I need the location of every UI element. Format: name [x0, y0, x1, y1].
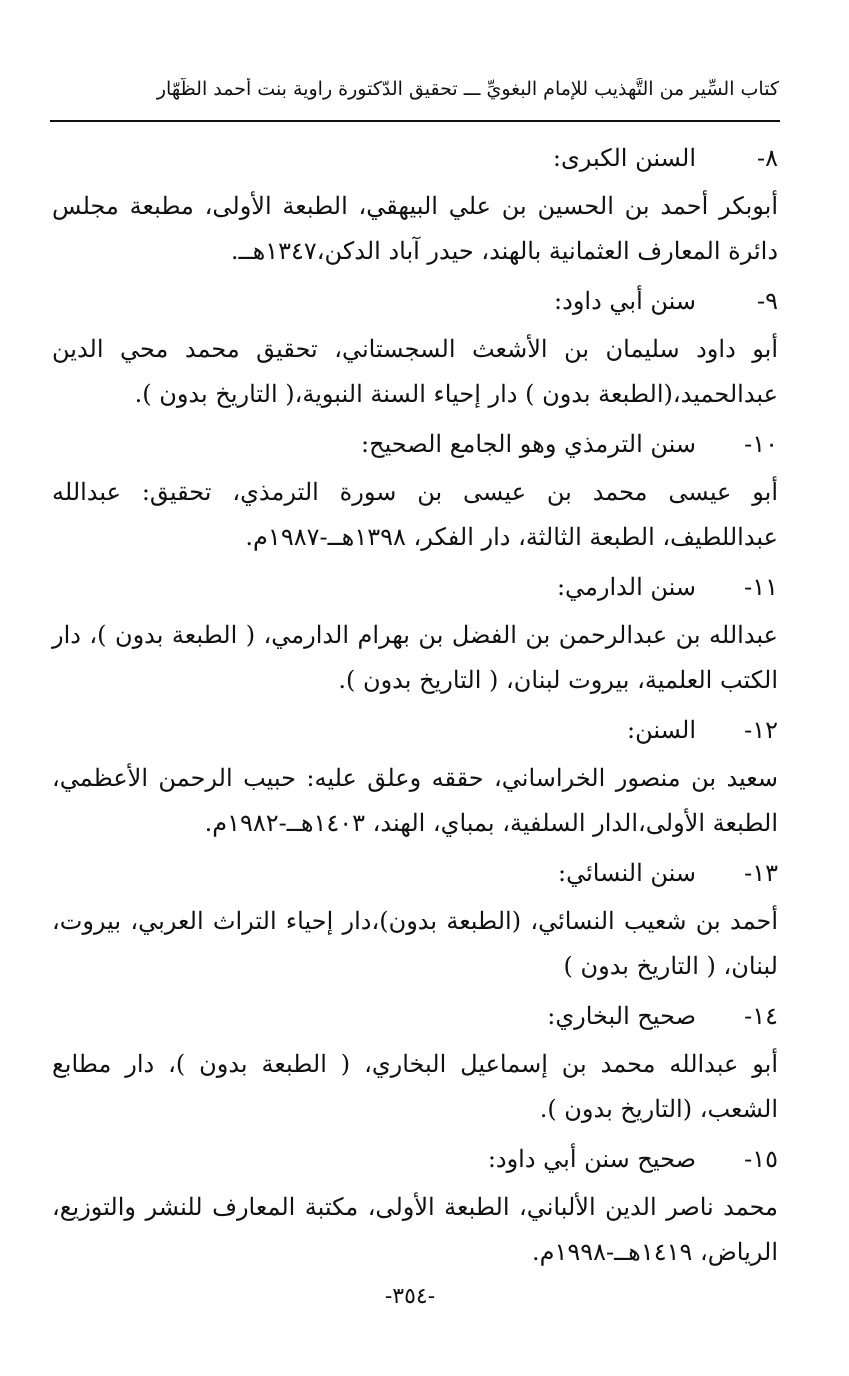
entry-title: سنن النسائي:	[558, 859, 696, 887]
entry-title: السنن الكبرى:	[552, 144, 696, 172]
entry-citation: أبو عيسى محمد بن عيسى بن سورة الترمذي، تحقيق: عبدالله عبداللطيف، الطبعة الثالثة، دار الفكر، ١٣٩٨هــ-١٩٨٧م.	[52, 478, 778, 551]
entry-number: ١٥-	[744, 1145, 778, 1173]
entry-heading	[52, 707, 778, 754]
entry-citation: سعيد بن منصور الخراساني، حققه وعلق عليه: حبيب الرحمن الأعظمي، الطبعة الأولى،الدار السلفية، بمباي، الهند، ١٤٠٣هــ-١٩٨٢م.	[52, 764, 778, 837]
entry-title: سنن الدارمي:	[556, 573, 696, 601]
entry-title: صحيح البخاري:	[547, 1002, 696, 1030]
entry-heading	[52, 993, 778, 1040]
entry-title: سنن الترمذي وهو الجامع الصحيح:	[360, 430, 696, 458]
entry-title: السنن:	[627, 716, 696, 744]
entry-number: ١٠-	[744, 430, 778, 458]
bibliography-entry	[52, 1136, 778, 1275]
entry-title: صحيح سنن أبي داود:	[487, 1145, 696, 1173]
entry-number: ٩-	[757, 287, 778, 315]
header-divider	[50, 120, 780, 122]
page-number: -٣٥٤-	[384, 1284, 436, 1309]
bibliography-entry	[52, 993, 778, 1132]
running-header: كتاب السِّير من التَّهذيب للإمام البغويِّ ـــ تحقيق الدّكتورة راوية بنت أحمد الظَّهّار	[156, 78, 779, 100]
entry-citation: محمد ناصر الدين الألباني، الطبعة الأولى، مكتبة المعارف للنشر والتوزيع، الرياض، ١٤١٩هــ-١٩٩٨م.	[52, 1193, 778, 1266]
bibliography-entry	[52, 278, 778, 417]
entry-citation: أبوبكر أحمد بن الحسين بن علي البيهقي، الطبعة الأولى، مطبعة مجلس دائرة المعارف العثمانية بالهند، حيدر آباد الدكن،١٣٤٧هــ.	[52, 192, 778, 265]
entry-heading	[52, 1136, 778, 1183]
entry-number: ١٣-	[744, 859, 778, 887]
entry-heading	[52, 278, 778, 325]
entry-number: ١١-	[744, 573, 778, 601]
entry-heading	[52, 135, 778, 182]
entry-heading	[52, 421, 778, 468]
entry-heading	[52, 850, 778, 897]
entry-number: ١٢-	[744, 716, 778, 744]
entry-heading	[52, 564, 778, 611]
entry-number: ٨-	[757, 144, 778, 172]
bibliography-list	[52, 135, 778, 1279]
bibliography-entry	[52, 421, 778, 560]
entry-citation: أبو عبدالله محمد بن إسماعيل البخاري، ( الطبعة بدون )، دار مطابع الشعب، (التاريخ بدون ).	[52, 1050, 779, 1123]
bibliography-entry	[52, 135, 778, 274]
entry-title: سنن أبي داود:	[554, 287, 696, 315]
entry-citation: أحمد بن شعيب النسائي، (الطبعة بدون)،دار إحياء التراث العربي، بيروت، لبنان، ( التاريخ بدون )	[52, 907, 778, 980]
bibliography-entry	[52, 564, 778, 703]
bibliography-entry	[52, 850, 778, 989]
entry-citation: أبو داود سليمان بن الأشعث السجستاني، تحقيق محمد محي الدين عبدالحميد،(الطبعة بدون ) دار إحياء السنة النبوية،( التاريخ بدون ).	[52, 335, 778, 408]
entry-citation: عبدالله بن عبدالرحمن بن الفضل بن بهرام الدارمي، ( الطبعة بدون )، دار الكتب العلمية، بيروت لبنان، ( التاريخ بدون ).	[52, 621, 778, 694]
bibliography-entry	[52, 707, 778, 846]
entry-number: ١٤-	[744, 1002, 778, 1030]
